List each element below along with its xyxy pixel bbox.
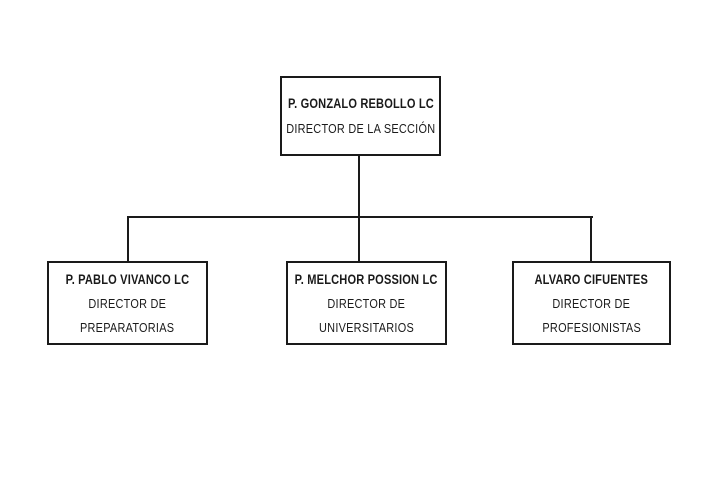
org-node-name: ALVARO CIFUENTES: [534, 271, 649, 287]
org-node-title-line-1: DIRECTOR DE: [552, 295, 631, 311]
connector-drop-right: [590, 216, 592, 261]
org-node-director-seccion: [280, 76, 441, 156]
org-node-director-preparatorias: [47, 261, 208, 345]
connector-horizontal-rail: [127, 216, 593, 218]
org-node-title-line-2: PROFESIONISTAS: [542, 319, 641, 335]
connector-stem-vertical: [358, 155, 360, 261]
org-node-name: P. GONZALO REBOLLO LC: [287, 96, 434, 111]
org-node-title-line-1: DIRECTOR DE: [88, 295, 167, 311]
connector-drop-left: [127, 216, 129, 261]
org-node-name: P. PABLO VIVANCO LC: [65, 271, 190, 287]
org-node-director-universitarios: [286, 261, 447, 345]
org-node-title: DIRECTOR DE LA SECCIÓN: [285, 121, 436, 136]
org-node-title-line-2: UNIVERSITARIOS: [319, 319, 414, 335]
org-node-title-line-2: PREPARATORIAS: [80, 319, 175, 335]
org-node-name: P. MELCHOR POSSION LC: [295, 271, 438, 287]
org-node-director-profesionistas: [512, 261, 671, 345]
org-node-title-line-1: DIRECTOR DE: [327, 295, 406, 311]
